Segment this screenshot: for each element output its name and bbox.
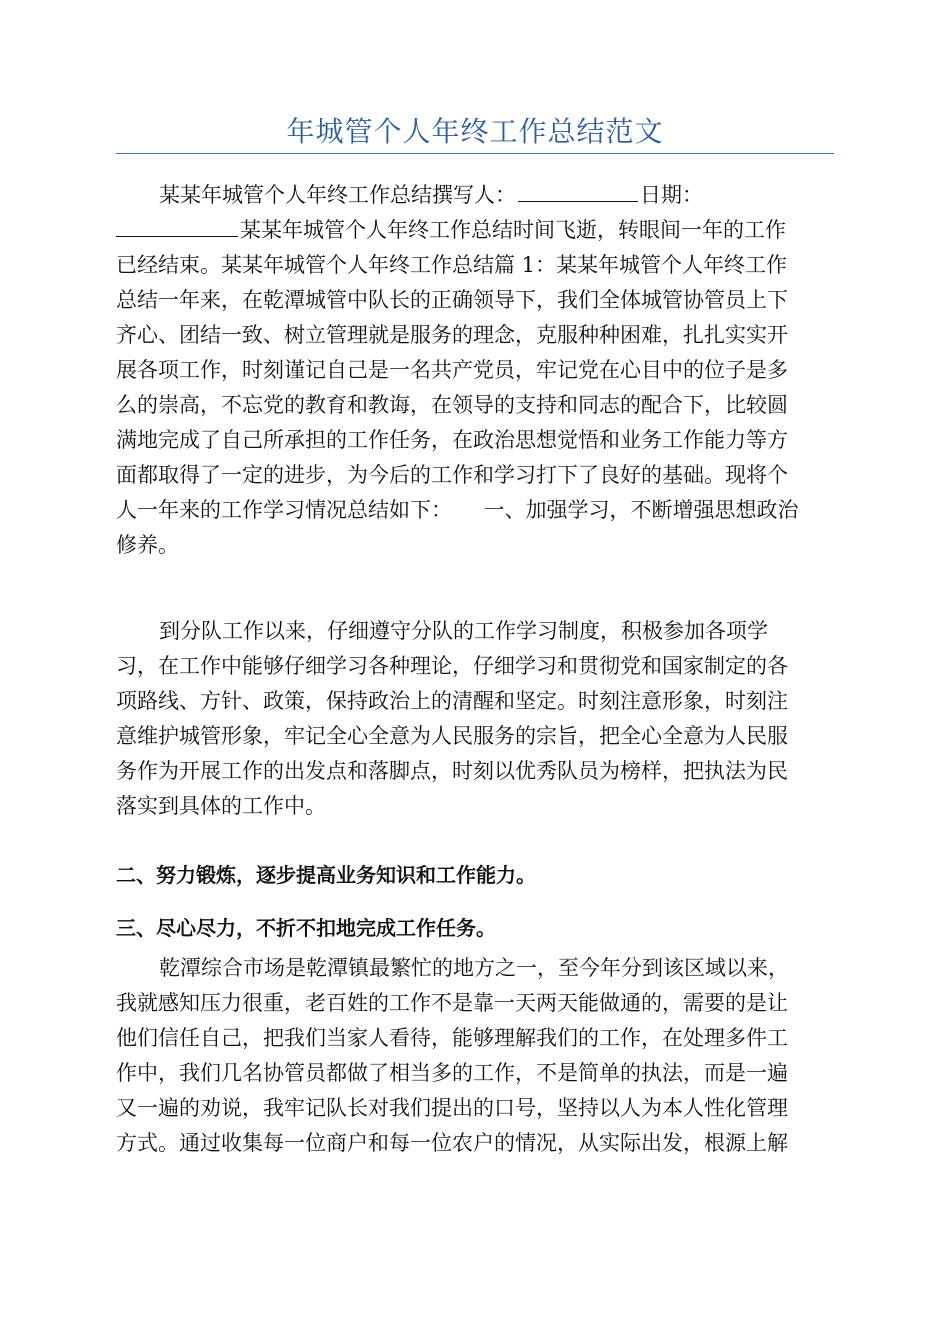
paragraph-market <box>116 951 834 1161</box>
paragraph-line: 又一遍的劝说，我牢记队长对我们提出的口号，坚持以人为本人性化管理 <box>116 1096 788 1120</box>
paragraph-line: 修养。 <box>116 533 179 557</box>
paragraph-line: 落实到具体的工作中。 <box>116 794 326 818</box>
paragraph-intro <box>116 178 834 563</box>
paragraph-line: 方式。通过收集每一位商户和每一位农户的情况，从实际出发，根源上解 <box>116 1131 788 1155</box>
date-blank <box>116 214 238 237</box>
paragraph-line: 意维护城管形象，牢记全心全意为人民服务的宗旨，把全心全意为人民服 <box>116 724 788 748</box>
paragraph-line: 满地完成了自己所承担的工作任务，在政治思想觉悟和业务工作能力等方 <box>116 428 788 452</box>
paragraph-study <box>116 614 834 824</box>
section-heading-3: 三、尽心尽力，不折不扣地完成工作任务。 <box>116 916 496 940</box>
paragraph-line: 人一年来的工作学习情况总结如下： 一、加强学习，不断增强思想政治 <box>116 498 799 522</box>
paragraph-line: 面都取得了一定的进步，为今后的工作和学习打下了良好的基础。现将个 <box>116 463 788 487</box>
paragraph-line: 齐心、团结一致、树立管理就是服务的理念，克服种种困难，扎扎实实开 <box>116 323 788 347</box>
paragraph-line: 总结一年来，在乾潭城管中队长的正确领导下，我们全体城管协管员上下 <box>116 288 788 312</box>
author-blank <box>518 179 638 202</box>
paragraph-line <box>116 178 834 213</box>
document-title: 年城管个人年终工作总结范文 <box>286 115 664 148</box>
line-text: 某某年城管个人年终工作总结时间飞逝，转眼间一年的工作 <box>240 218 786 242</box>
section-heading-2: 二、努力锻炼，逐步提高业务知识和工作能力。 <box>116 863 536 887</box>
paragraph-line: 项路线、方针、政策，保持政治上的清醒和坚定。时刻注意形象，时刻注 <box>116 689 788 713</box>
paragraph-line: 他们信任自己，把我们当家人看待，能够理解我们的工作，在处理多件工 <box>116 1026 788 1050</box>
paragraph-line: 到分队工作以来，仔细遵守分队的工作学习制度，积极参加各项学 <box>159 619 768 643</box>
title-underline <box>116 153 834 154</box>
paragraph-line: 务作为开展工作的出发点和落脚点，时刻以优秀队员为榜样，把执法为民 <box>116 759 788 783</box>
date-label: 日期： <box>640 183 703 207</box>
paragraph-line <box>116 213 834 248</box>
paragraph-line: 我就感知压力很重，老百姓的工作不是靠一天两天能做通的，需要的是让 <box>116 991 788 1015</box>
paragraph-line: 展各项工作，时刻谨记自己是一名共产党员，牢记党在心目中的位子是多 <box>116 358 788 382</box>
author-label: 某某年城管个人年终工作总结撰写人： <box>159 183 516 207</box>
paragraph-line: 习，在工作中能够仔细学习各种理论，仔细学习和贯彻党和国家制定的各 <box>116 654 788 678</box>
paragraph-line: 乾潭综合市场是乾潭镇最繁忙的地方之一，至今年分到该区域以来， <box>159 956 789 980</box>
paragraph-line: 已经结束。某某年城管个人年终工作总结篇 1：某某年城管个人年终工作 <box>116 253 788 277</box>
paragraph-line: 作中，我们几名协管员都做了相当多的工作，不是简单的执法，而是一遍 <box>116 1061 788 1085</box>
paragraph-line: 么的崇高，不忘党的教育和教诲，在领导的支持和同志的配合下，比较圆 <box>116 393 788 417</box>
